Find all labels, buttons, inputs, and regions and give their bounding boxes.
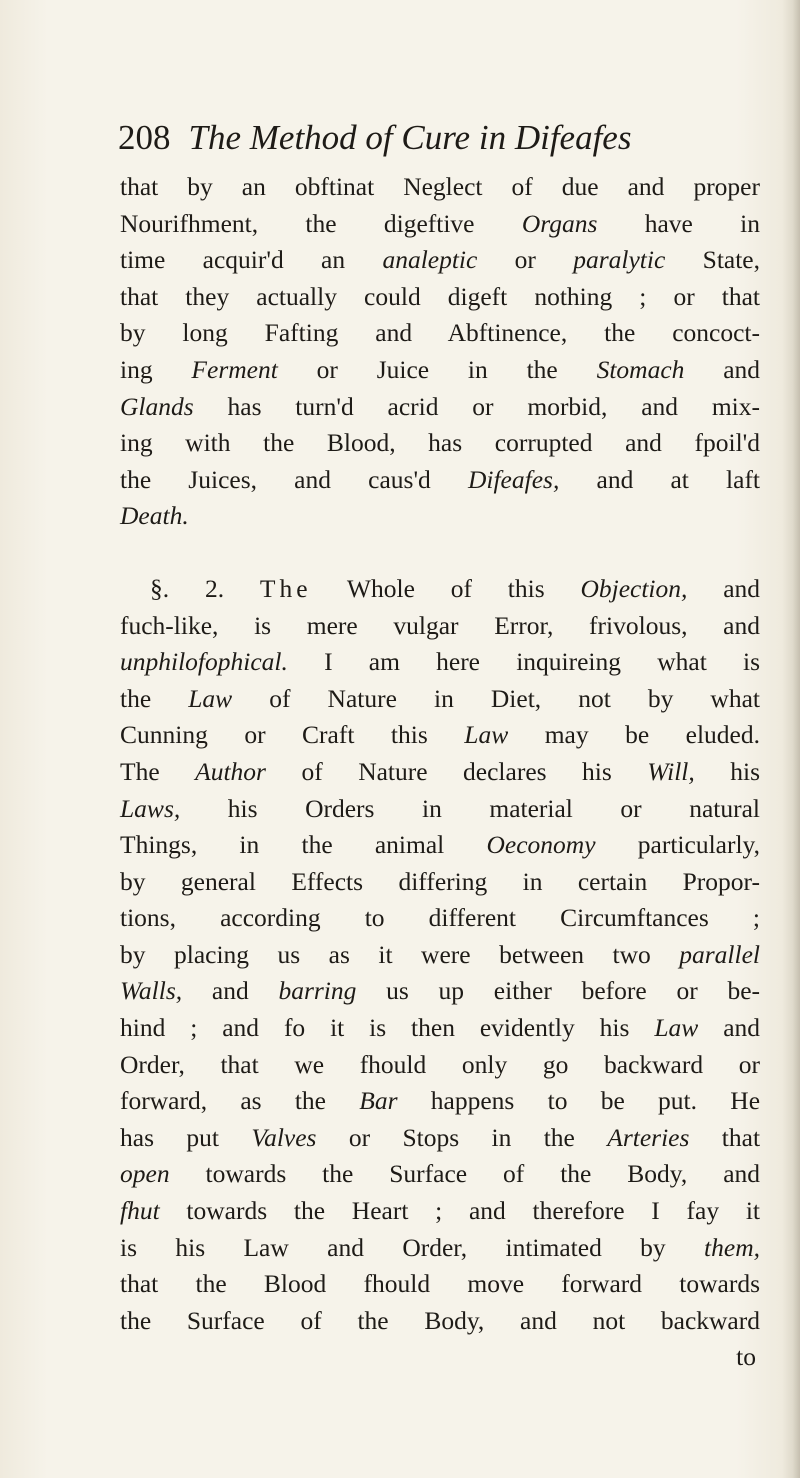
text-line: Things, in the animal Oeconomy particularly, [120,830,761,860]
text-line: the Surface of the Body, and not backward [120,1305,760,1335]
text-line: Laws, his Orders in material or natural [120,793,760,823]
text-line: ing Ferment or Juice in the Stomach and [120,354,761,384]
catchword: to [736,1342,756,1372]
text-line: Nourifhment, the digeftive Organs have in [120,208,760,238]
page-edge-shadow [782,0,800,1478]
text-line: fuch-like, is mere vulgar Error, frivolous, and [120,610,760,640]
running-title: The Method of Cure in Difeafes [188,118,632,157]
text-line: hind ; and fo it is then evidently his Law and [120,1013,761,1043]
text-line: by placing us as it were between two parallel [120,939,760,969]
text-line: is his Law and Order, intimated by them, [120,1232,760,1262]
text-line: has put Valves or Stops in the Arteries that [120,1122,761,1152]
text-line: Death. [120,501,189,531]
text-line: by general Effects differing in certain Propor- [120,866,760,896]
text-line: The Author of Nature declares his Will, his [120,756,761,786]
text-line: open towards the Surface of the Body, and [120,1159,761,1189]
text-line: that by an obftinat Neglect of due and proper [120,172,760,201]
page-number: 208 [118,118,171,157]
text-line: Glands has turn'd acrid or morbid, and mix- [120,391,760,421]
text-line: forward, as the Bar happens to be put. He [120,1086,761,1116]
text-line: Order, that we fhould only go backward or [120,1049,760,1079]
text-line: time acquir'd an analeptic or paralytic State, [120,245,761,275]
paragraph-gap [120,535,760,571]
text-line: ing with the Blood, has corrupted and fpoil'd [120,428,760,458]
text-line: unphilofophical. I am here inquireing what is [120,647,760,677]
text-line: Cunning or Craft this Law may be eluded. [120,720,760,750]
body-text [120,169,760,1376]
text-line: by long Fafting and Abftinence, the concoct- [120,318,760,348]
text-line: that the Blood fhould move forward towards [120,1269,760,1299]
text-line: that they actually could digeft nothing ; or that [120,281,760,311]
page-header [118,118,758,170]
text-line: the Juices, and caus'd Difeafes, and at laft [120,464,761,494]
text-line: §. 2. The Whole of this Objection, and [150,573,761,603]
text-line: fhut towards the Heart ; and therefore I fay it [120,1196,761,1226]
text-line: Walls, and barring us up either before or be- [120,976,761,1006]
text-line: the Law of Nature in Diet, not by what [120,683,760,713]
text-line: tions, according to different Circumftances ; [120,903,760,933]
